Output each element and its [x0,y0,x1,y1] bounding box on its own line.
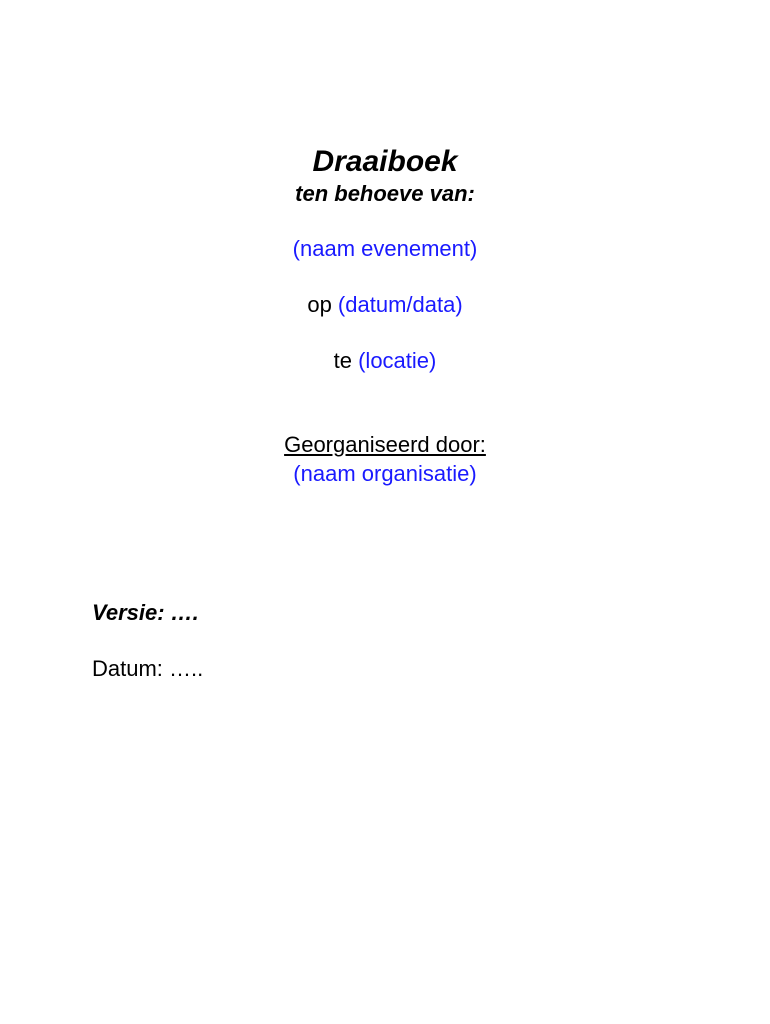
version-label: Versie: …. [92,600,199,625]
organization-placeholder: (naam organisatie) [293,461,477,486]
event-location-line [0,346,770,376]
document-title: Draaiboek [312,145,458,178]
organized-by-label: Georganiseerd door: [284,432,486,457]
event-name-line [0,234,770,264]
event-name-placeholder: (naam evenement) [292,236,478,261]
event-location-placeholder: (locatie) [358,348,437,373]
event-date-line [0,290,770,320]
location-prefix: te [333,348,359,373]
date-prefix: op [307,292,338,317]
date-label: Datum: ….. [92,656,204,681]
document-subtitle: ten behoeve van: [295,181,475,206]
event-date-placeholder: (datum/data) [337,292,463,317]
organization-line [0,459,770,489]
